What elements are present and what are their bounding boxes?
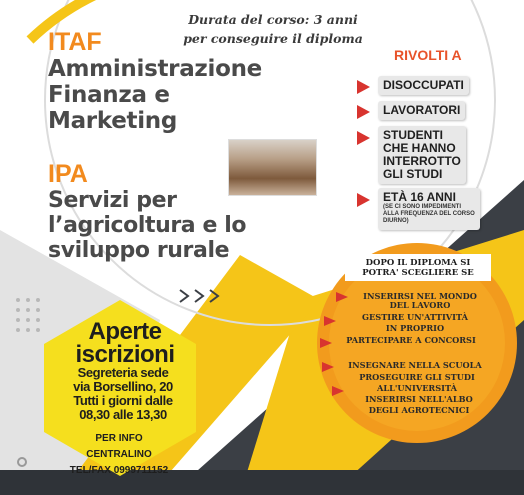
- ipa-course-name: [48, 188, 246, 263]
- after-diploma-option: [345, 291, 495, 309]
- duration-line-2: per conseguire il diploma: [183, 31, 363, 46]
- ipa-name-line: Servizi per: [48, 188, 177, 213]
- office-line: Segreteria sede: [77, 365, 169, 380]
- itaf-name-line: Amministrazione: [48, 56, 262, 82]
- option-line: INSERIRSI NELL'ALBO: [365, 394, 473, 404]
- after-diploma-title: [338, 258, 498, 278]
- enrollment-title: [58, 320, 192, 366]
- audience-tag-line: DISOCCUPATI: [383, 78, 464, 92]
- option-line: DEGLI AGROTECNICI: [368, 404, 470, 415]
- audience-title: RIVOLTI A: [394, 47, 462, 63]
- contact-line: PER INFO: [95, 433, 143, 444]
- audience-tag-line: INTERROTTO: [383, 154, 461, 168]
- after-diploma-option: [344, 394, 494, 415]
- option-line: PROSEGUIRE GLI STUDI: [359, 372, 475, 382]
- itaf-name-line: Finanza e: [48, 82, 170, 108]
- enrollment-title-line: iscrizioni: [75, 341, 175, 368]
- contact-line: CENTRALINO: [86, 449, 152, 460]
- option-line: PARTECIPARE A CONCORSI: [346, 335, 476, 345]
- course-duration: [168, 10, 378, 48]
- contact-phone: TEL/FAX 0999711152: [69, 465, 169, 476]
- after-diploma-title-line: DOPO IL DIPLOMA SI: [365, 258, 471, 268]
- arrow-right-icon: [357, 131, 370, 145]
- ipa-name-line: sviluppo rurale: [48, 238, 230, 263]
- option-line: DEL LAVORO: [389, 299, 451, 310]
- ipa-name-line: l’agricoltura e lo: [48, 213, 247, 238]
- audience-tag-line: GLI STUDI: [383, 167, 443, 181]
- after-diploma-option: [340, 360, 490, 371]
- itaf-code: ITAF: [48, 28, 102, 56]
- option-line: ALL'UNIVERSITÀ: [377, 382, 457, 393]
- option-line: INSEGNARE NELLA SCUOLA: [348, 360, 482, 370]
- ipa-code: IPA: [48, 160, 88, 188]
- office-info: [48, 366, 198, 422]
- option-line: GESTIRE UN'ATTIVITÀ: [362, 312, 468, 322]
- enrollment-title-line: Aperte: [88, 318, 162, 345]
- audience-tag-line: LAVORATORI: [383, 103, 461, 117]
- arrow-right-icon: [357, 193, 370, 207]
- audience-tag-studenti: [378, 126, 466, 184]
- audience-tag-line: ETÀ 16 ANNI: [383, 190, 456, 204]
- after-diploma-title-line: POTRA' SCEGLIERE SE: [362, 268, 474, 278]
- audience-tag-disoccupati: [378, 76, 469, 95]
- option-line: IN PROPRIO: [385, 322, 445, 333]
- audience-tag-note: (SE CI SONO IMPEDIMENTI: [383, 204, 462, 210]
- after-diploma-option: [342, 372, 492, 393]
- audience-tag-note: DIURNO): [383, 218, 409, 224]
- arrow-right-icon: [357, 80, 370, 94]
- itaf-course-name: [48, 56, 262, 134]
- contact-info: [58, 431, 180, 479]
- office-line: 08,30 alle 13,30: [79, 407, 167, 422]
- office-line: Tutti i giorni dalle: [73, 393, 173, 408]
- duration-line-1: Durata del corso: 3 anni: [188, 12, 358, 27]
- office-line: via Borsellino, 20: [73, 379, 173, 394]
- option-line: INSERIRSI NEL MONDO: [363, 291, 477, 301]
- arrow-right-icon: [357, 105, 370, 119]
- audience-tag-line: CHE HANNO: [383, 141, 456, 155]
- audience-tag-note: ALLA FREQUENZA DEL CORSO: [383, 211, 475, 217]
- audience-tag-line: STUDENTI: [383, 128, 443, 142]
- after-diploma-option: [340, 312, 490, 333]
- audience-tag-eta: [378, 188, 480, 230]
- audience-tag-lavoratori: [378, 101, 465, 120]
- itaf-name-line: Marketing: [48, 108, 178, 134]
- after-diploma-option: [336, 335, 486, 346]
